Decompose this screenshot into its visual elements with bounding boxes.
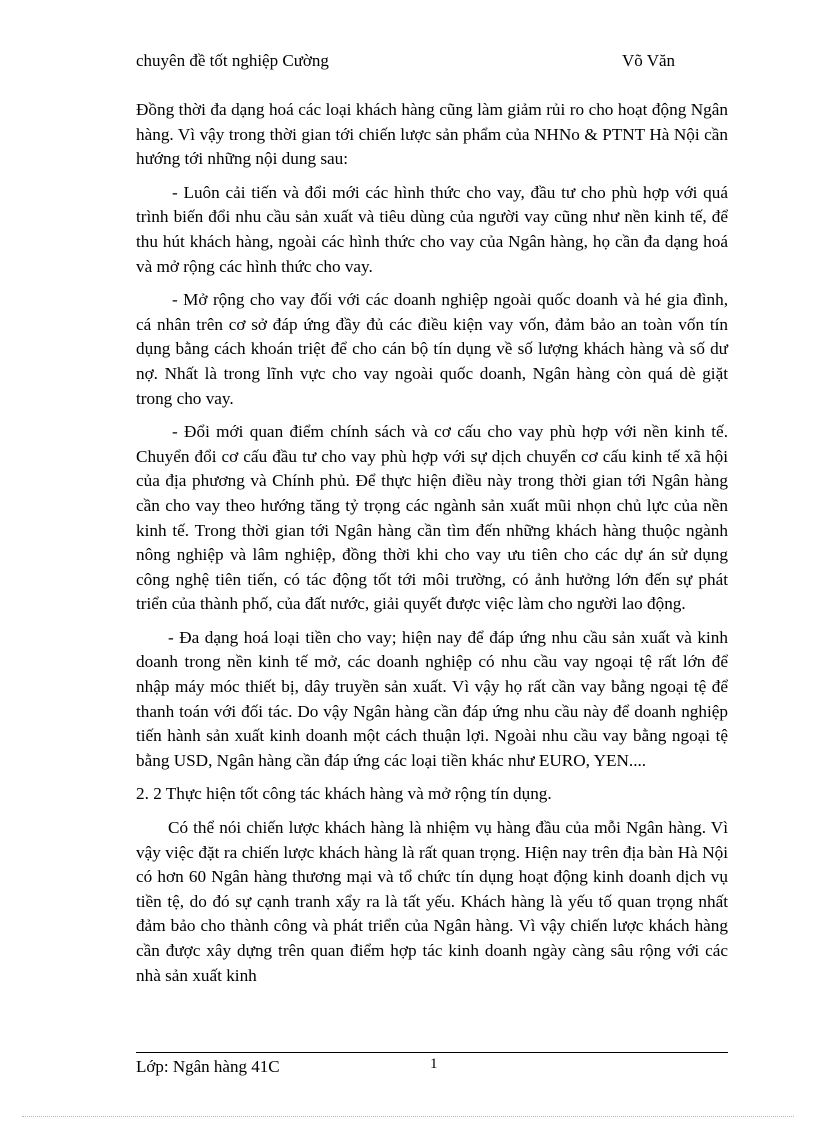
footer-class-label: Lớp: Ngân hàng 41C: [136, 1057, 280, 1076]
page-boundary-divider: [22, 1116, 794, 1117]
section-heading: 2. 2 Thực hiện tốt công tác khách hàng và mở rộng tín dụng.: [136, 784, 552, 804]
body-text: [136, 98, 728, 997]
paragraph-bullet-policy: - Đổi mới quan điểm chính sách và cơ cấu cho vay phù hợp với nền kinh tế. Chuyển đổi cơ cấu đầu tư cho vay phù hợp với sự dịch chuyển cơ cấu kinh tế xã hội của địa phương và Chính phủ. Để thực hiện điều này trong thời gian tới Ngân hàng cần cho vay theo hướng tăng tỷ trọng các ngành sản xuất mũi nhọn chủ lực của nền kinh tế. Trong thời gian tới Ngân hàng cần tìm đến những khách hàng thuộc ngành nông nghiệp và lâm nghiệp, đồng thời khi cho vay ưu tiên cho các dự án sử dụng công nghệ tiên tiến, có tác động tốt tới môi trường, có ảnh hưởng lớn đến sự phát triển của thành phố, của đất nước, giải quyết được việc làm cho người lao động.: [136, 422, 728, 614]
footer-divider: [136, 1052, 728, 1053]
header-author: Võ Văn: [622, 51, 676, 70]
header-title: chuyên đề tốt nghiệp Cường: [136, 51, 329, 70]
page-number: 1: [430, 1056, 438, 1072]
paragraph-bullet-innovate: - Luôn cải tiến và đổi mới các hình thức cho vay, đầu tư cho phù hợp với quá trình biến đổi nhu cầu sản xuất và tiêu dùng của người vay cũng như nền kinh tế, để thu hút khách hàng, ngoài các hình thức cho vay của Ngân hàng, họ cần đa dạng hoá và mở rộng các hình thức cho vay.: [136, 182, 728, 276]
paragraph-intro: Đồng thời đa dạng hoá các loại khách hàng cũng làm giảm rủi ro cho hoạt động Ngân hàng. Vì vậy trong thời gian tới chiến lược sản phẩm của NHNo & PTNT Hà Nội cần hướng tới những nội dung sau:: [136, 100, 728, 169]
paragraph-bullet-expand: - Mở rộng cho vay đối với các doanh nghiệp ngoài quốc doanh và hé gia đình, cá nhân trên cơ sở đáp ứng đầy đủ các điều kiện vay vốn, đảm bảo an toàn vốn tín dụng bằng cách khoán triệt để cho cán bộ tín dụng về số lượng khách hàng và số dư nợ. Nhất là trong lĩnh vực cho vay ngoài quốc doanh, Ngân hàng còn quá dè giặt trong cho vay.: [136, 290, 728, 408]
paragraph-customer-strategy: Có thể nói chiến lược khách hàng là nhiệm vụ hàng đầu của mỗi Ngân hàng. Vì vậy việc đặt ra chiến lược khách hàng là rất quan trọng. Hiện nay trên địa bàn Hà Nội có hơn 60 Ngân hàng thương mại và tổ chức tín dụng hoạt động kinh doanh dịch vụ tiền tệ, do đó sự cạnh tranh xẩy ra là tất yếu. Khách hàng là yếu tố quan trọng nhất đảm bảo cho thành công và phát triển của Ngân hàng. Vì vậy chiến lược khách hàng cần được xây dựng trên quan điểm hợp tác kinh doanh ngày càng sâu rộng với các nhà sản xuất kinh: [136, 818, 728, 985]
paragraph-bullet-currency: - Đa dạng hoá loại tiền cho vay; hiện nay để đáp ứng nhu cầu sản xuất và kinh doanh trong nền kinh tế mở, các doanh nghiệp có nhu cầu vay ngoại tệ rất lớn để nhập máy móc thiết bị, dây truyền sản xuất. Vì vậy họ rất cần vay bằng ngoại tệ để thanh toán với đối tác. Do vậy Ngân hàng cần đáp ứng nhu cầu này để doanh nghiệp tiến hành sản xuất kinh doanh một cách thuận lợi. Ngoài nhu cầu vay bằng ngoại tệ bằng USD, Ngân hàng cần đáp ứng các loại tiền khác như EURO, YEN....: [136, 627, 728, 770]
